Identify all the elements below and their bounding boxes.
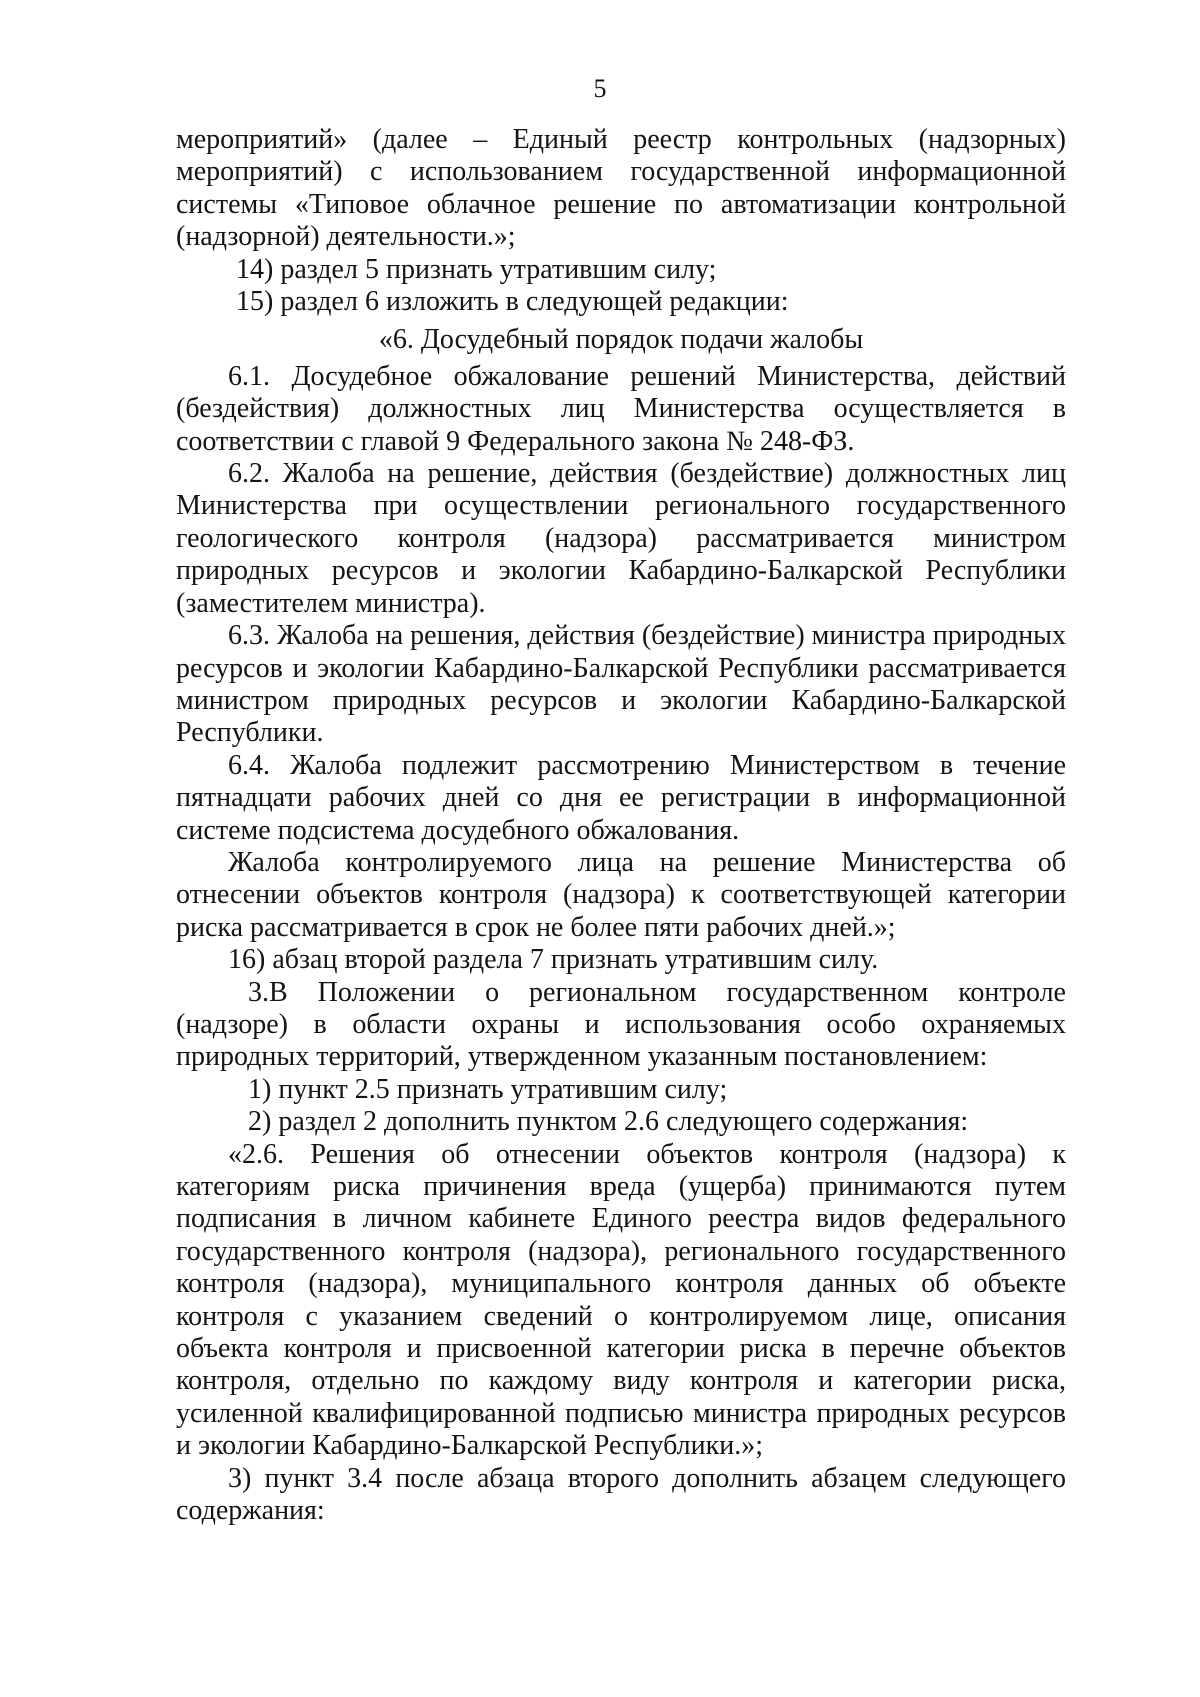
page-number: 5	[593, 74, 607, 103]
paragraph-subitem-2: 2) раздел 2 дополнить пунктом 2.6 следующего содержания:	[248, 1106, 969, 1138]
paragraph-subitem-3: 3) пункт 3.4 после абзаца второго дополнить абзацем следующего содержания:	[176, 1462, 1066, 1527]
paragraph-item-15: 15) раздел 6 изложить в следующей редакции:	[236, 286, 789, 318]
paragraph-6-3: 6.3. Жалоба на решения, действия (бездействие) министра природных ресурсов и экологии Кабардино-Балкарской Республики рассматривается министром природных ресурсов и экологии Кабардино-Балкарской Республики.	[176, 620, 1066, 749]
section-6-heading: «6. Досудебный порядок подачи жалобы	[378, 324, 864, 356]
paragraph-item-14: 14) раздел 5 признать утратившим силу;	[236, 253, 717, 285]
paragraph-2-6: «2.6. Решения об отнесении объектов контроля (надзора) к категориям риска причинения вреда (ущерба) принимаются путем подписания в личном кабинете Единого реестра видов федерального государственного контроля (надзора), регионального государственного контроля (надзора), муниципального контроля данных об объекте контроля с указанием сведений о контролируемом лице, описания объекта контроля и присвоенной категории риска в перечне объектов контроля, отдельно по каждому виду контроля и категории риска, усиленной квалифицированной подписью министра природных ресурсов и экологии Кабардино-Балкарской Республики.»;	[176, 1138, 1066, 1462]
paragraph-item-16: 16) абзац второй раздела 7 признать утратившим силу.	[228, 944, 879, 976]
paragraph-6-2: 6.2. Жалоба на решение, действия (бездействие) должностных лиц Министерства при осуществлении регионального государственного геологического контроля (надзора) рассматривается министром природных ресурсов и экологии Кабардино-Балкарской Республики (заместителем министра).	[176, 458, 1066, 619]
paragraph-item-3: 3.В Положении о региональном государственном контроле (надзоре) в области охраны и использования особо охраняемых природных территорий, утвержденном указанным постановлением:	[176, 976, 1066, 1073]
paragraph-continuation: мероприятий» (далее – Единый реестр контрольных (надзорных) мероприятий) с использованием государственной информационной системы «Типовое облачное решение по автоматизации контрольной (надзорной) деятельности.»;	[176, 124, 1066, 253]
paragraph-6-1: 6.1. Досудебное обжалование решений Министерства, действий (бездействия) должностных лиц Министерства осуществляется в соответствии с главой 9 Федерального закона № 248-ФЗ.	[176, 360, 1066, 457]
paragraph-complaint-risk: Жалоба контролируемого лица на решение Министерства об отнесении объектов контроля (надзора) к соответствующей категории риска рассматривается в срок не более пяти рабочих дней.»;	[176, 846, 1066, 943]
paragraph-subitem-1: 1) пункт 2.5 признать утратившим силу;	[248, 1073, 728, 1105]
paragraph-6-4: 6.4. Жалоба подлежит рассмотрению Министерством в течение пятнадцати рабочих дней со дня ее регистрации в информационной системе подсистема досудебного обжалования.	[176, 749, 1066, 846]
document-body	[176, 124, 1066, 1527]
